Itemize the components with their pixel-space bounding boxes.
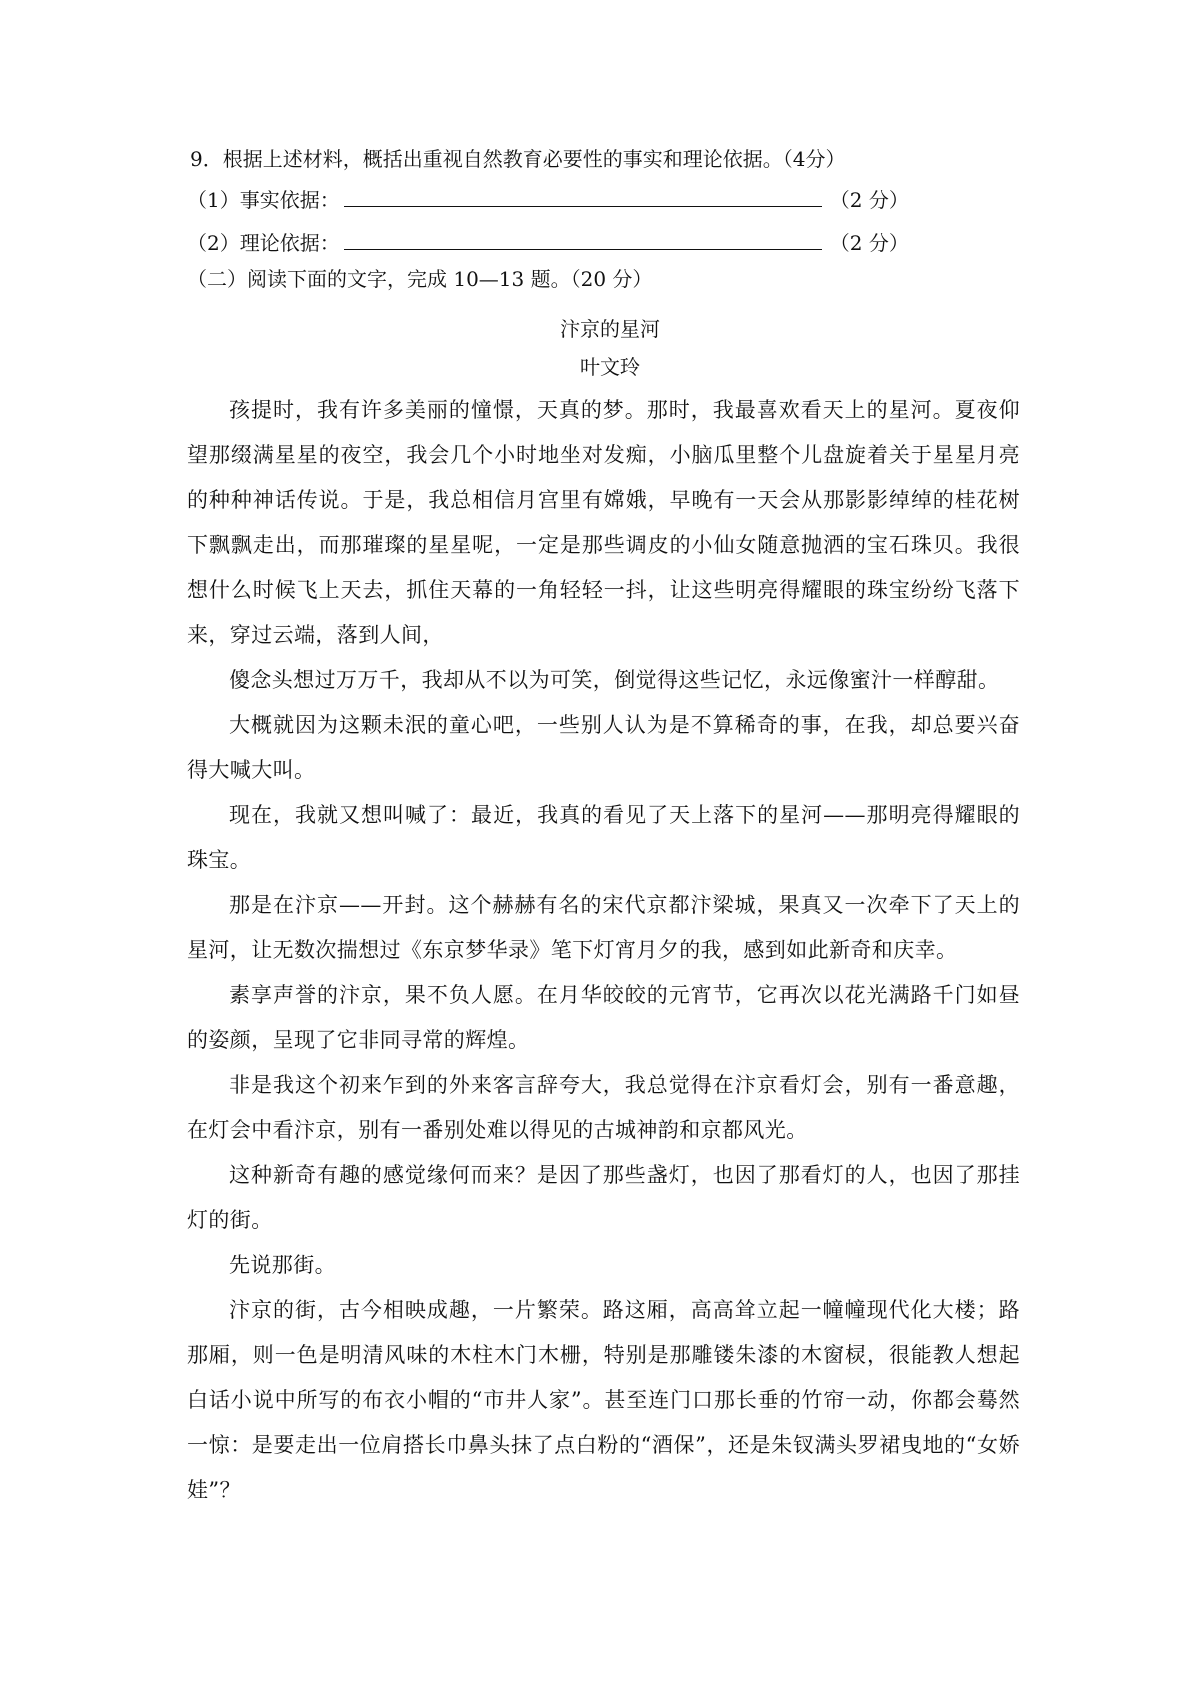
article-paragraph-7: 非是我这个初来乍到的外来客言辞夸大，我总觉得在汴京看灯会，别有一番意趣，在灯会中看汴京，别有一番别处难以得见的古城神韵和京都风光。 <box>187 1073 1020 1142</box>
article-paragraph-10: 汴京的街，古今相映成趣，一片繁荣。路这厢，高高耸立起一幢幢现代化大楼；路那厢，则一色是明清风味的木柱木门木栅，特别是那雕镂朱漆的木窗棂，很能教人想起白话小说中所写的布衣小帽的“市井人家”。甚至连门口那长垂的竹帘一动，你都会蓦然一惊：是要走出一位肩搭长巾鼻头抹了点白粉的“酒保”，还是朱钗满头罗裙曳地的“女娇娃”？ <box>187 1298 1020 1502</box>
sub2-score: （2 分） <box>829 231 909 255</box>
article-paragraph-4: 现在，我就又想叫喊了：最近，我真的看见了天上落下的星河——那明亮得耀眼的珠宝。 <box>187 803 1020 872</box>
sub1-score: （2 分） <box>829 188 909 212</box>
article-paragraph-2: 傻念头想过万万千，我却从不以为可笑，倒觉得这些记忆，永远像蜜汁一样醇甜。 <box>229 668 1000 692</box>
article-paragraph-9: 先说那街。 <box>229 1253 336 1277</box>
article-paragraph-8: 这种新奇有趣的感觉缘何而来？是因了那些盏灯，也因了那看灯的人，也因了那挂灯的街。 <box>187 1163 1020 1232</box>
question-9-sub2 <box>187 229 909 257</box>
article-author: 叶文玲 <box>580 355 640 379</box>
sub1-label: （1）事实依据： <box>187 188 340 212</box>
answer-blank-1[interactable] <box>344 186 822 207</box>
answer-blank-2[interactable] <box>344 229 822 250</box>
question-9-sub1 <box>187 186 909 214</box>
sub2-label: （2）理论依据： <box>187 231 340 255</box>
section-heading: （二）阅读下面的文字，完成 10—13 题。（20 分） <box>187 267 653 291</box>
question-9: 9．根据上述材料，概括出重视自然教育必要性的事实和理论依据。（4分） <box>190 147 846 171</box>
article-paragraph-6: 素享声誉的汴京，果不负人愿。在月华皎皎的元宵节，它再次以花光满路千门如昼的姿颜，呈现了它非同寻常的辉煌。 <box>187 983 1020 1052</box>
article-title: 汴京的星河 <box>560 317 660 341</box>
article-paragraph-5: 那是在汴京——开封。这个赫赫有名的宋代京都汴梁城，果真又一次牵下了天上的星河，让无数次揣想过《东京梦华录》笔下灯宵月夕的我，感到如此新奇和庆幸。 <box>187 893 1020 962</box>
article-paragraph-3: 大概就因为这颗未泯的童心吧，一些别人认为是不算稀奇的事，在我，却总要兴奋得大喊大叫。 <box>187 713 1020 782</box>
article-paragraph-1: 孩提时，我有许多美丽的憧憬，天真的梦。那时，我最喜欢看天上的星河。夏夜仰望那缀满星星的夜空，我会几个小时地坐对发痴，小脑瓜里整个儿盘旋着关于星星月亮的种种神话传说。于是，我总相信月宫里有嫦娥，早晚有一天会从那影影绰绰的桂花树下飘飘走出，而那璀璨的星星呢，一定是那些调皮的小仙女随意抛洒的宝石珠贝。我很想什么时候飞上天去，抓住天幕的一角轻轻一抖，让这些明亮得耀眼的珠宝纷纷飞落下来，穿过云端，落到人间， <box>187 398 1020 647</box>
